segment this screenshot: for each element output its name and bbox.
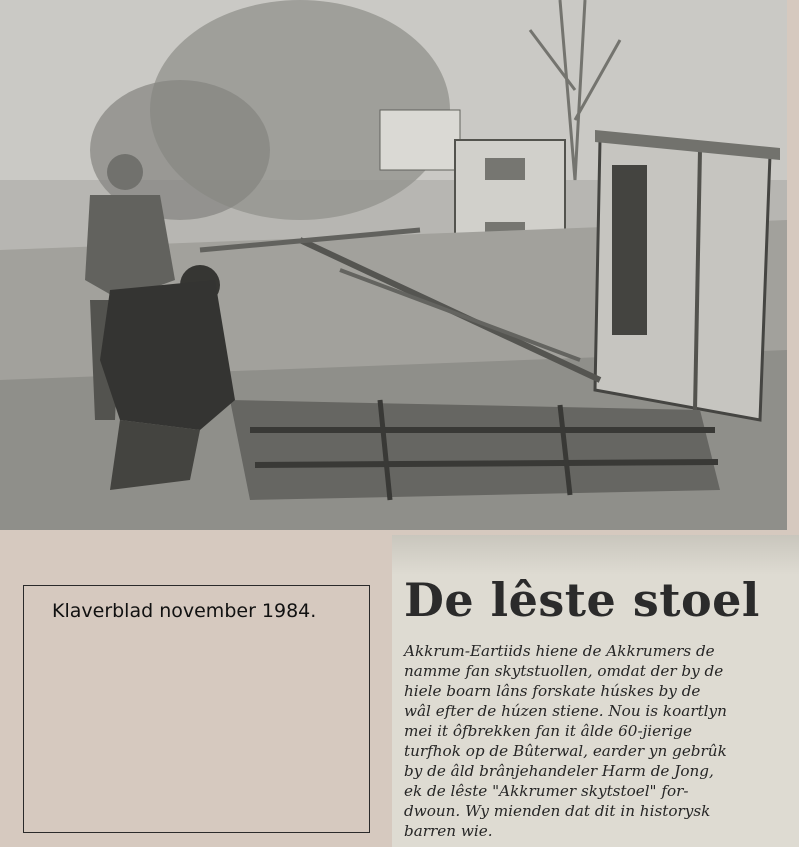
clipping-ghost-print (392, 535, 799, 575)
article-line: mei it ôfbrekken fan it âlde 60-jierige (404, 722, 692, 740)
article-line: namme fan skytstuollen, omdat der by de (404, 662, 724, 680)
article-line: by de âld brânjehandeler Harm de Jong, (404, 762, 714, 780)
article-line: dwoun. Wy mienden dat dit in historysk (404, 802, 711, 820)
newspaper-clipping (392, 535, 799, 847)
article-line: turfhok op de Bûterwal, earder yn gebrûk (404, 742, 727, 760)
article-line: hiele boarn lâns forskate húskes by de (404, 682, 701, 700)
caption-text: Klaverblad november 1984. (52, 600, 317, 622)
article-body (404, 641, 789, 841)
article-line: ek de lêste "Akkrumer skytstoel" for- (404, 782, 689, 800)
caption-box (23, 585, 370, 833)
article-line: barren wie. (404, 822, 493, 840)
article-line: wâl efter de húzen stiene. Nou is koartlyn (404, 702, 727, 720)
article-line: Akkrum-Eartiids hiene de Akkrumers de (404, 642, 715, 660)
article-headline: De lêste stoel (404, 573, 760, 627)
